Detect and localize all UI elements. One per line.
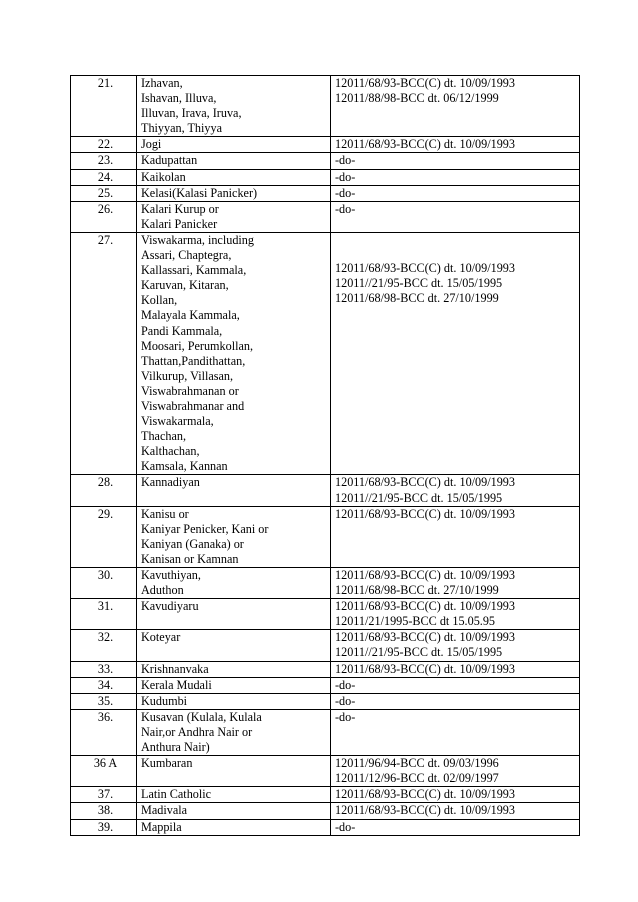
community-name-line: Mappila xyxy=(141,819,182,834)
row-number: 33. xyxy=(71,661,137,677)
resolution-reference-line: 12011/68/93-BCC(C) dt. 10/09/1993 xyxy=(335,803,515,818)
resolution-reference-cell xyxy=(331,693,580,709)
community-name-cell xyxy=(137,232,331,475)
community-name-line: Kelasi(Kalasi Panicker) xyxy=(141,185,258,200)
community-name-line: Viswakarmala, xyxy=(141,414,214,429)
resolution-reference-line: -do- xyxy=(335,201,356,216)
row-number: 37. xyxy=(71,787,137,803)
resolution-reference-line: 12011/68/93-BCC(C) dt. 10/09/1993 xyxy=(335,137,515,152)
community-name-cell xyxy=(137,506,331,567)
row-number: 32. xyxy=(71,630,137,661)
community-name-line: Karuvan, Kitaran, xyxy=(141,278,229,293)
row-number: 34. xyxy=(71,677,137,693)
row-number: 23. xyxy=(71,153,137,169)
resolution-reference-line: -do- xyxy=(335,185,356,200)
community-name-cell xyxy=(137,201,331,232)
community-name-line: Kumbaran xyxy=(141,756,193,771)
community-name-line: Viswabrahmanan or xyxy=(141,383,239,398)
resolution-reference-cell xyxy=(331,661,580,677)
resolution-reference-cell xyxy=(331,185,580,201)
resolution-reference-line: 12011/68/93-BCC(C) dt. 10/09/1993 xyxy=(335,599,515,614)
community-name-line: Kerala Mudali xyxy=(141,677,212,692)
community-name-line: Kaniyar Penicker, Kani or xyxy=(141,521,269,536)
resolution-reference-line: 12011/68/93-BCC(C) dt. 10/09/1993 xyxy=(335,787,515,802)
community-name-line: Kalari Kurup or xyxy=(141,201,219,216)
resolution-reference-cell xyxy=(331,787,580,803)
resolution-reference-cell xyxy=(331,153,580,169)
row-number: 26. xyxy=(71,201,137,232)
community-name-line: Malayala Kammala, xyxy=(141,308,240,323)
community-name-cell xyxy=(137,756,331,787)
resolution-reference-line: 12011//21/95-BCC dt. 15/05/1995 xyxy=(335,645,503,660)
community-name-line: Kalthachan, xyxy=(141,444,200,459)
community-name-line: Madivala xyxy=(141,803,188,818)
community-name-cell xyxy=(137,185,331,201)
row-number: 29. xyxy=(71,506,137,567)
community-name-line: Kadupattan xyxy=(141,153,198,168)
community-name-line: Latin Catholic xyxy=(141,787,212,802)
resolution-reference-line: -do- xyxy=(335,709,356,724)
community-name-cell xyxy=(137,599,331,630)
community-name-line: Kannadiyan xyxy=(141,475,200,490)
row-number: 31. xyxy=(71,599,137,630)
resolution-reference-cell xyxy=(331,630,580,661)
community-name-line: Ishavan, Illuva, xyxy=(141,91,217,106)
resolution-reference-line: 12011/68/93-BCC(C) dt. 10/09/1993 xyxy=(335,76,515,90)
community-name-line: Nair,or Andhra Nair or xyxy=(141,724,253,739)
community-name-cell xyxy=(137,153,331,169)
resolution-reference-line: 12011/68/93-BCC(C) dt. 10/09/1993 xyxy=(335,260,515,275)
row-number: 30. xyxy=(71,568,137,599)
community-name-line: Jogi xyxy=(141,137,162,152)
resolution-reference-line: 12011/12/96-BCC dt. 02/09/1997 xyxy=(335,771,499,786)
row-number: 36. xyxy=(71,709,137,755)
row-number: 22. xyxy=(71,137,137,153)
backward-classes-table xyxy=(70,75,580,836)
resolution-reference-cell xyxy=(331,677,580,693)
resolution-reference-line: 12011/68/93-BCC(C) dt. 10/09/1993 xyxy=(335,568,515,582)
resolution-reference-cell xyxy=(331,709,580,755)
resolution-reference-cell xyxy=(331,506,580,567)
table-row xyxy=(71,506,580,567)
community-name-line: Kollan, xyxy=(141,293,178,308)
community-name-line: Vilkurup, Villasan, xyxy=(141,368,234,383)
community-name-cell xyxy=(137,568,331,599)
row-number: 35. xyxy=(71,693,137,709)
community-name-cell xyxy=(137,677,331,693)
community-name-cell xyxy=(137,693,331,709)
community-name-line: Kanisan or Kamnan xyxy=(141,551,239,566)
table-row xyxy=(71,475,580,506)
row-number: 21. xyxy=(71,76,137,137)
table-row xyxy=(71,153,580,169)
community-name-line: Thiyyan, Thiyya xyxy=(141,121,223,136)
community-name-line: Kudumbi xyxy=(141,693,188,708)
community-name-cell xyxy=(137,76,331,137)
community-name-line: Kalari Panicker xyxy=(141,216,218,231)
resolution-reference-cell xyxy=(331,201,580,232)
resolution-reference-line: 12011/88/98-BCC dt. 06/12/1999 xyxy=(335,91,499,106)
community-name-line: Kavudiyaru xyxy=(141,599,199,614)
community-name-line: Moosari, Perumkollan, xyxy=(141,338,254,353)
community-name-line: Kaniyan (Ganaka) or xyxy=(141,536,244,551)
community-name-line: Thachan, xyxy=(141,429,187,444)
resolution-reference-cell xyxy=(331,599,580,630)
table-row xyxy=(71,169,580,185)
resolution-reference-cell xyxy=(331,232,580,475)
community-name-line: Thattan,Pandithattan, xyxy=(141,353,246,368)
community-name-line: Kaikolan xyxy=(141,169,186,184)
row-number: 36 A xyxy=(71,756,137,787)
community-name-line: Assari, Chaptegra, xyxy=(141,248,232,263)
resolution-reference-cell xyxy=(331,137,580,153)
community-name-line: Izhavan, xyxy=(141,76,183,90)
community-name-line: Kusavan (Kulala, Kulala xyxy=(141,709,262,724)
table-row xyxy=(71,677,580,693)
community-name-line: Pandi Kammala, xyxy=(141,323,223,338)
community-name-cell xyxy=(137,787,331,803)
table-row xyxy=(71,201,580,232)
community-name-cell xyxy=(137,661,331,677)
resolution-reference-line: 12011//21/95-BCC dt. 15/05/1995 xyxy=(335,490,503,505)
community-name-line: Viswakarma, including xyxy=(141,232,254,247)
resolution-reference-line: 12011/68/93-BCC(C) dt. 10/09/1993 xyxy=(335,506,515,521)
resolution-reference-line: 12011/68/93-BCC(C) dt. 10/09/1993 xyxy=(335,661,515,676)
community-name-line: Kallassari, Kammala, xyxy=(141,263,247,278)
community-name-cell xyxy=(137,137,331,153)
table-row xyxy=(71,232,580,475)
community-name-cell xyxy=(137,803,331,819)
table-row xyxy=(71,568,580,599)
resolution-reference-cell xyxy=(331,76,580,137)
resolution-reference-line: 12011//21/95-BCC dt. 15/05/1995 xyxy=(335,276,503,291)
row-number: 38. xyxy=(71,803,137,819)
table-row xyxy=(71,756,580,787)
resolution-reference-cell xyxy=(331,169,580,185)
table-row xyxy=(71,185,580,201)
community-name-line: Koteyar xyxy=(141,630,181,645)
resolution-reference-line: -do- xyxy=(335,819,356,834)
table-row xyxy=(71,599,580,630)
row-number: 27. xyxy=(71,232,137,475)
community-name-line: Kanisu or xyxy=(141,506,189,521)
community-name-cell xyxy=(137,169,331,185)
community-name-cell xyxy=(137,475,331,506)
table-row xyxy=(71,787,580,803)
row-number: 25. xyxy=(71,185,137,201)
resolution-reference-line: 12011/68/93-BCC(C) dt. 10/09/1993 xyxy=(335,475,515,490)
resolution-reference-line: 12011/68/93-BCC(C) dt. 10/09/1993 xyxy=(335,630,515,645)
resolution-reference-cell xyxy=(331,475,580,506)
resolution-reference-cell xyxy=(331,819,580,835)
community-name-cell xyxy=(137,819,331,835)
resolution-reference-line: 12011/68/98-BCC dt. 27/10/1999 xyxy=(335,291,499,306)
table-row xyxy=(71,661,580,677)
community-name-line: Anthura Nair) xyxy=(141,740,210,755)
table-row xyxy=(71,137,580,153)
resolution-reference-cell xyxy=(331,568,580,599)
row-number: 24. xyxy=(71,169,137,185)
resolution-reference-line: 12011/21/1995-BCC dt 15.05.95 xyxy=(335,614,496,629)
resolution-reference-line: -do- xyxy=(335,693,356,708)
table-row xyxy=(71,76,580,137)
community-name-line: Kamsala, Kannan xyxy=(141,459,228,474)
table-row xyxy=(71,630,580,661)
community-name-cell xyxy=(137,709,331,755)
community-name-line: Viswabrahmanar and xyxy=(141,398,245,413)
resolution-reference-cell xyxy=(331,756,580,787)
row-number: 28. xyxy=(71,475,137,506)
community-name-cell xyxy=(137,630,331,661)
community-name-line: Aduthon xyxy=(141,583,184,598)
table-row xyxy=(71,803,580,819)
resolution-reference-line: 12011/68/98-BCC dt. 27/10/1999 xyxy=(335,583,499,598)
community-name-line: Kavuthiyan, xyxy=(141,568,201,582)
resolution-reference-line: -do- xyxy=(335,153,356,168)
community-name-line: Krishnanvaka xyxy=(141,661,209,676)
resolution-reference-line: -do- xyxy=(335,169,356,184)
table-row xyxy=(71,819,580,835)
row-number: 39. xyxy=(71,819,137,835)
resolution-reference-cell xyxy=(331,803,580,819)
community-name-line: Illuvan, Irava, Iruva, xyxy=(141,106,242,121)
table-body xyxy=(71,76,580,836)
table-row xyxy=(71,693,580,709)
table-row xyxy=(71,709,580,755)
resolution-reference-line: -do- xyxy=(335,677,356,692)
resolution-reference-line: 12011/96/94-BCC dt. 09/03/1996 xyxy=(335,756,499,771)
